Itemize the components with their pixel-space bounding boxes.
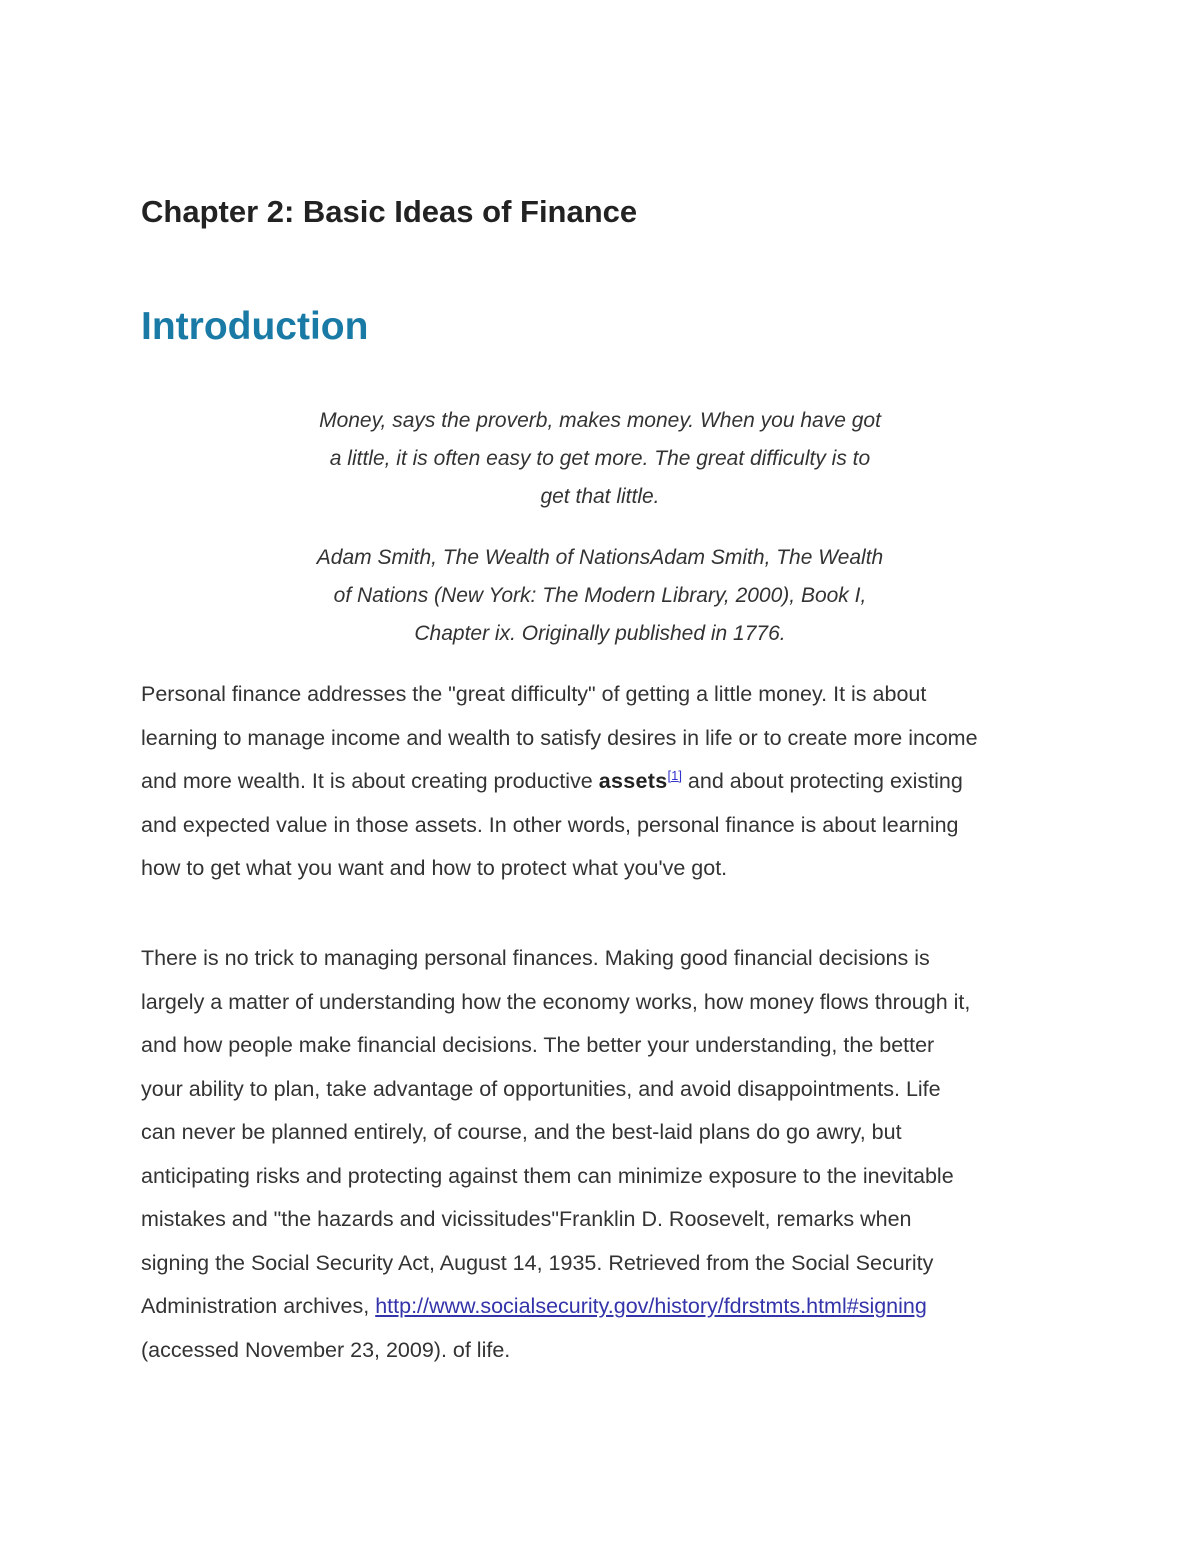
- paragraph-line: learning to manage income and wealth to satisfy desires in life or to create more income: [141, 725, 978, 750]
- epigraph-quote: [260, 402, 940, 516]
- paragraph-text: and more wealth. It is about creating productive: [141, 769, 599, 793]
- paragraph-line: [141, 760, 1071, 804]
- epigraph-attribution-line: Adam Smith, The Wealth of NationsAdam Smith, The Wealth: [316, 546, 884, 569]
- paragraph-line: anticipating risks and protecting against them can minimize exposure to the inevitable: [141, 1163, 954, 1188]
- paragraph-line: and expected value in those assets. In other words, personal finance is about learning: [141, 812, 959, 837]
- paragraph-personal-finance: [141, 673, 1071, 891]
- paragraph-line: signing the Social Security Act, August 14, 1935. Retrieved from the Social Security: [141, 1250, 934, 1275]
- paragraph-line: (accessed November 23, 2009). of life.: [141, 1337, 511, 1362]
- paragraph-line: largely a matter of understanding how the economy works, how money flows through it,: [141, 989, 971, 1014]
- paragraph-text: and about protecting existing: [681, 769, 963, 793]
- section-heading-introduction: Introduction: [141, 305, 369, 348]
- epigraph-attribution: [260, 539, 940, 653]
- epigraph-quote-line: a little, it is often easy to get more. The great difficulty is to: [329, 447, 871, 470]
- paragraph-managing-finances: [141, 937, 1071, 1372]
- epigraph-attribution-line: of Nations (New York: The Modern Library, 2000), Book I,: [333, 584, 867, 607]
- epigraph-quote-line: Money, says the proverb, makes money. When you have got: [319, 409, 881, 432]
- paragraph-line: how to get what you want and how to protect what you've got.: [141, 856, 728, 880]
- epigraph-attribution-line: Chapter ix. Originally published in 1776.: [414, 622, 786, 645]
- ssa-archive-link[interactable]: http://www.socialsecurity.gov/history/fdrstmts.html#signing: [375, 1294, 927, 1318]
- footnote-link[interactable]: [1]: [667, 767, 682, 783]
- paragraph-line: [141, 1285, 1071, 1329]
- paragraph-line: and how people make financial decisions. The better your understanding, the better: [141, 1033, 935, 1057]
- paragraph-line: mistakes and "the hazards and vicissitudes"Franklin D. Roosevelt, remarks when: [141, 1207, 912, 1231]
- paragraph-line: There is no trick to managing personal finances. Making good financial decisions is: [141, 946, 930, 970]
- paragraph-line: can never be planned entirely, of course, and the best-laid plans do go awry, but: [141, 1120, 902, 1144]
- paragraph-line: your ability to plan, take advantage of opportunities, and avoid disappointments. Life: [141, 1076, 941, 1101]
- chapter-title: Chapter 2: Basic Ideas of Finance: [141, 194, 638, 229]
- paragraph-text: Administration archives,: [141, 1294, 376, 1318]
- glossary-term-assets[interactable]: assets: [598, 769, 668, 793]
- paragraph-line: Personal finance addresses the "great difficulty" of getting a little money. It is about: [141, 682, 927, 706]
- epigraph-quote-line: get that little.: [540, 485, 660, 508]
